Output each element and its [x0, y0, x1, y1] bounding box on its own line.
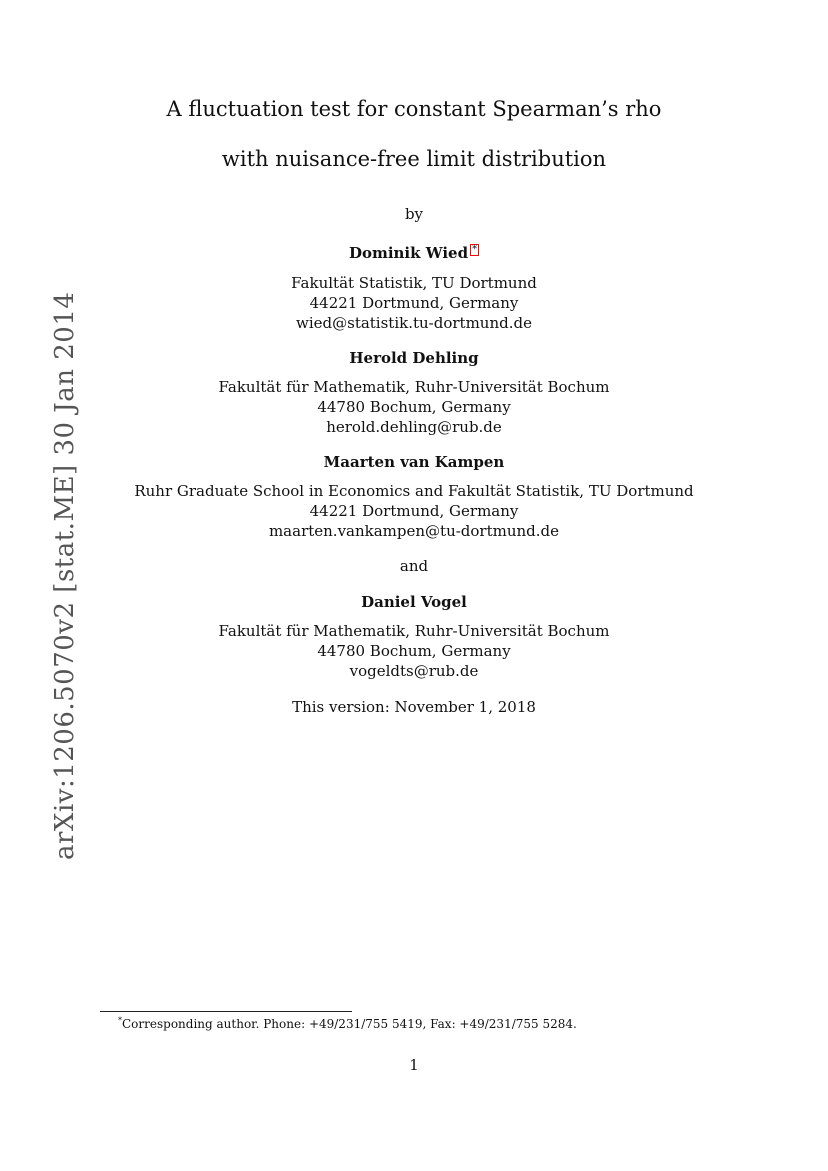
footnote-link[interactable]: *	[472, 244, 478, 255]
author-1-name: Dominik Wied	[348, 244, 469, 262]
footnote-rule	[100, 1011, 352, 1012]
paper-title-line-2: with nuisance-free limit distribution	[221, 147, 607, 171]
author-1-block	[0, 244, 828, 262]
author-2-name: Herold Dehling	[349, 349, 479, 367]
author-4-address: 44780 Bochum, Germany	[317, 642, 511, 660]
arxiv-stamp-text: arXiv:1206.5070v2 [stat.ME] 30 Jan 2014	[50, 291, 80, 860]
footnote-mark: *	[118, 1016, 122, 1025]
author-4-affiliation: Fakultät für Mathematik, Ruhr-Universität Bochum	[218, 622, 610, 640]
author-4-email: vogeldts@rub.de	[349, 662, 479, 680]
author-1-email: wied@statistik.tu-dortmund.de	[296, 314, 532, 332]
arxiv-stamp	[22, 291, 80, 860]
author-3-email: maarten.vankampen@tu-dortmund.de	[268, 522, 560, 540]
author-2-affiliation: Fakultät für Mathematik, Ruhr-Universität Bochum	[218, 378, 610, 396]
author-2-email: herold.dehling@rub.de	[326, 418, 502, 436]
author-3-name: Maarten van Kampen	[323, 453, 505, 471]
and-label: and	[399, 557, 429, 575]
author-2-address: 44780 Bochum, Germany	[317, 398, 511, 416]
author-1-address: 44221 Dortmund, Germany	[309, 294, 519, 312]
author-1-affiliation: Fakultät Statistik, TU Dortmund	[291, 274, 537, 292]
version-date: This version: November 1, 2018	[292, 698, 536, 716]
author-4-name: Daniel Vogel	[361, 593, 467, 611]
by-label: by	[404, 205, 424, 223]
page-number: 1	[409, 1056, 419, 1074]
footnote-text: Corresponding author. Phone: +49/231/755 5419, Fax: +49/231/755 5284.	[122, 1017, 577, 1031]
author-3-address: 44221 Dortmund, Germany	[309, 502, 519, 520]
paper-title-line-1: A fluctuation test for constant Spearman’s rho	[166, 97, 662, 121]
author-3-affiliation: Ruhr Graduate School in Economics and Fakultät Statistik, TU Dortmund	[134, 482, 694, 500]
footnote	[118, 1016, 577, 1031]
